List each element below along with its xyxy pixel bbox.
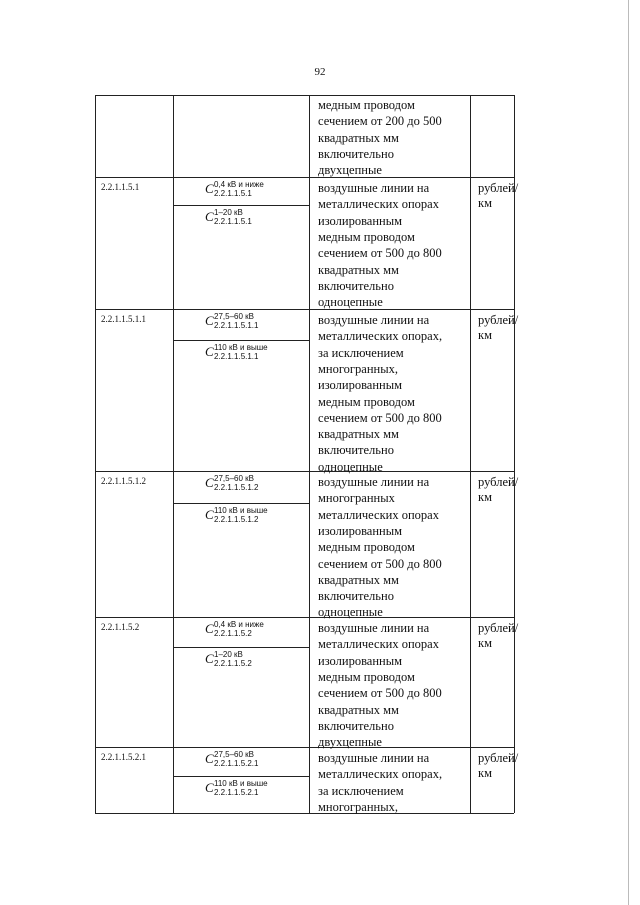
symbol-cell-divider — [173, 340, 309, 341]
row-unit: рублей/км — [478, 181, 519, 210]
table-row-border — [95, 813, 514, 814]
symbol-superscript: 0,4 кВ и ниже — [214, 180, 264, 189]
table-row-border — [95, 747, 514, 748]
table-column-border — [95, 95, 96, 813]
tariff-symbol — [205, 650, 305, 672]
symbol-subscript: 2.2.1.1.5.2.1 — [214, 759, 259, 768]
description-line: медным проводом — [318, 98, 415, 112]
description-line: металлических опорах, — [318, 329, 443, 344]
description-line: включительно — [318, 443, 394, 458]
tariff-symbol — [205, 506, 305, 528]
table-row-border — [95, 617, 514, 618]
symbol-cell-divider — [173, 776, 309, 777]
tariff-symbol — [205, 750, 305, 772]
description-line: включительно — [318, 589, 394, 604]
row-code: 2.2.1.1.5.1.2 — [101, 476, 146, 486]
page-number: 92 — [314, 66, 326, 78]
description-line: двухцепные — [318, 163, 382, 178]
table-row-border — [95, 309, 514, 310]
symbol-superscript: 27,5–60 кВ — [214, 312, 254, 321]
description-line: сечением от 500 до 800 — [318, 686, 442, 701]
symbol-letter: C — [205, 181, 214, 196]
description-line: воздушные линии на — [318, 751, 430, 765]
symbol-letter: C — [205, 344, 214, 359]
description-line: изолированным — [318, 523, 403, 538]
symbol-letter: C — [205, 651, 214, 666]
symbol-superscript: 110 кВ и выше — [214, 506, 268, 515]
symbol-superscript: 0,4 кВ и ниже — [214, 620, 264, 629]
symbol-letter: C — [205, 507, 214, 522]
tariff-symbol — [205, 620, 305, 642]
row-unit: рублей/км — [478, 621, 519, 650]
symbol-subscript: 2.2.1.1.5.1 — [214, 189, 252, 198]
description-line: включительно — [318, 278, 394, 293]
symbol-letter: C — [205, 780, 214, 795]
description-line: за исключением — [318, 345, 404, 360]
description-line: включительно — [318, 718, 394, 733]
description-line: квадратных мм — [318, 262, 399, 277]
row-unit: рублей/км — [478, 751, 519, 780]
description-line: медным проводом — [318, 669, 415, 684]
description-line: воздушные линии на — [318, 621, 430, 635]
table-row-border — [95, 95, 514, 96]
symbol-superscript: 110 кВ и выше — [214, 343, 268, 352]
description-line: воздушные линии на — [318, 181, 430, 195]
description-line: за исключением — [318, 783, 404, 798]
description-line: одноцепные — [318, 459, 383, 474]
description-line: многогранных, — [318, 799, 398, 814]
description-line: сечением от 200 до 500 — [318, 114, 442, 129]
row-code: 2.2.1.1.5.2.1 — [101, 752, 146, 762]
symbol-subscript: 2.2.1.1.5.2 — [214, 659, 252, 668]
symbol-subscript: 2.2.1.1.5.2 — [214, 629, 252, 638]
description-line: изолированным — [318, 653, 403, 668]
description-line: многогранных — [318, 491, 395, 506]
symbol-cell-divider — [173, 647, 309, 648]
symbol-subscript: 2.2.1.1.5.2.1 — [214, 788, 259, 797]
tariff-symbol — [205, 474, 305, 496]
symbol-letter: C — [205, 313, 214, 328]
description-line: одноцепные — [318, 605, 383, 620]
table-column-border — [309, 95, 310, 813]
symbol-letter: C — [205, 475, 214, 490]
symbol-cell-divider — [173, 503, 309, 504]
description-line: металлических опорах — [318, 637, 439, 652]
tariff-symbol — [205, 312, 305, 334]
description-line: сечением от 500 до 800 — [318, 246, 442, 261]
description-line: сечением от 500 до 800 — [318, 410, 442, 425]
description-line: медным проводом — [318, 229, 415, 244]
tariff-symbol — [205, 779, 305, 801]
row-code: 2.2.1.1.5.1.1 — [101, 314, 146, 324]
symbol-subscript: 2.2.1.1.5.1.2 — [214, 515, 259, 524]
table-row-border — [95, 471, 514, 472]
symbol-superscript: 27,5–60 кВ — [214, 474, 254, 483]
symbol-subscript: 2.2.1.1.5.1.1 — [214, 321, 259, 330]
symbol-cell-divider — [173, 205, 309, 206]
description-line: изолированным — [318, 378, 403, 393]
tariff-symbol — [205, 208, 305, 230]
description-line: квадратных мм — [318, 572, 399, 587]
symbol-letter: C — [205, 209, 214, 224]
table-row-border — [95, 177, 514, 178]
description-line: сечением от 500 до 800 — [318, 556, 442, 571]
tariff-symbol — [205, 343, 305, 365]
symbol-subscript: 2.2.1.1.5.1.2 — [214, 483, 259, 492]
table-column-border — [173, 95, 174, 813]
symbol-superscript: 27,5–60 кВ — [214, 750, 254, 759]
scan-edge-line — [628, 0, 629, 905]
row-unit: рублей/км — [478, 475, 519, 504]
description-line: квадратных мм — [318, 427, 399, 442]
description-line: воздушные линии на — [318, 475, 430, 489]
symbol-letter: C — [205, 751, 214, 766]
tariff-table — [95, 95, 519, 814]
description-line: квадратных мм — [318, 702, 399, 717]
description-line: квадратных мм — [318, 130, 399, 145]
row-unit: рублей/км — [478, 313, 519, 342]
symbol-letter: C — [205, 621, 214, 636]
description-line: медным проводом — [318, 540, 415, 555]
symbol-superscript: 1–20 кВ — [214, 650, 243, 659]
row-code: 2.2.1.1.5.1 — [101, 182, 140, 192]
table-column-border — [470, 95, 471, 813]
description-line: изолированным — [318, 213, 403, 228]
symbol-superscript: 110 кВ и выше — [214, 779, 268, 788]
tariff-symbol — [205, 180, 305, 202]
description-line: медным проводом — [318, 394, 415, 409]
description-line: металлических опорах — [318, 197, 439, 212]
description-line: воздушные линии на — [318, 313, 430, 327]
symbol-superscript: 1–20 кВ — [214, 208, 243, 217]
description-line: металлических опорах, — [318, 767, 443, 782]
description-line: многогранных, — [318, 361, 398, 376]
description-line: металлических опорах — [318, 507, 439, 522]
description-line: включительно — [318, 146, 394, 161]
row-code: 2.2.1.1.5.2 — [101, 622, 140, 632]
description-line: одноцепные — [318, 295, 383, 310]
symbol-subscript: 2.2.1.1.5.1.1 — [214, 352, 259, 361]
description-line: двухцепные — [318, 735, 382, 750]
symbol-subscript: 2.2.1.1.5.1 — [214, 217, 252, 226]
